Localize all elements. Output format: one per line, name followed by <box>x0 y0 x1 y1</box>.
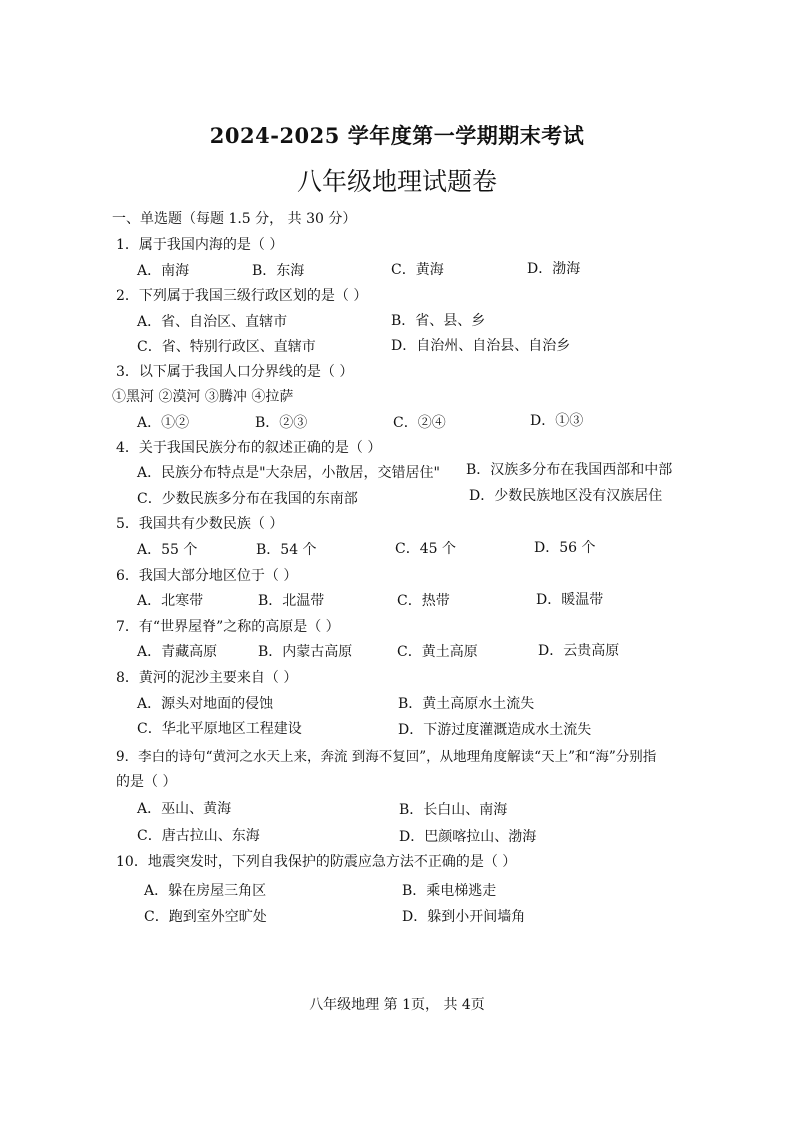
question-6-stem: 6．我国大部分地区位于（ ） <box>116 568 298 584</box>
question-9-option-b: B．长白山、南海 <box>399 802 508 818</box>
question-4-option-d: D．少数民族地区没有汉族居住 <box>469 488 663 504</box>
question-1-option-a: A．南海 <box>137 263 190 279</box>
question-9-option-c: C．唐古拉山、东海 <box>137 828 260 844</box>
page-footer: 八年级地理 第 1页， 共 4页 <box>309 997 485 1013</box>
question-5-option-c: C．45 个 <box>395 541 456 557</box>
question-10-stem: 10．地震突发时，下列自我保护的防震应急方法不正确的是（ ） <box>116 854 517 870</box>
question-6-option-b: B．北温带 <box>258 593 325 609</box>
question-4-option-b: B．汉族多分布在我国西部和中部 <box>466 462 673 478</box>
question-9-option-d: D．巴颜喀拉山、渤海 <box>399 829 537 845</box>
question-3-stem: 3．以下属于我国人口分界线的是（ ） <box>116 364 354 380</box>
question-8-stem: 8．黄河的泥沙主要来自（ ） <box>116 670 298 686</box>
question-6-option-d: D．暖温带 <box>536 592 604 608</box>
question-3-option-a: A．①② <box>137 415 190 431</box>
question-3-option-d: D．①③ <box>530 413 584 429</box>
question-8-option-a: A．源头对地面的侵蚀 <box>137 696 274 712</box>
question-7-stem: 7．有“世界屋脊”之称的高原是（ ） <box>116 619 340 635</box>
question-7-option-b: B．内蒙古高原 <box>258 644 353 660</box>
question-1-option-c: C．黄海 <box>391 262 444 278</box>
question-2-option-d: D．自治州、自治县、自治乡 <box>391 338 571 354</box>
question-1-stem: 1．属于我国内海的是（ ） <box>116 237 284 253</box>
question-3-places: ①黑河 ②漠河 ③腾冲 ④拉萨 <box>112 389 294 405</box>
question-9-stem-continued: 的是（ ） <box>116 774 177 790</box>
question-3-option-b: B．②③ <box>255 415 308 431</box>
question-2-option-c: C．省、特别行政区、直辖市 <box>137 339 316 355</box>
question-2-option-a: A．省、自治区、直辖市 <box>137 314 288 330</box>
question-5-option-a: A．55 个 <box>137 542 198 558</box>
section-heading: 一、单选题（每题 1.5 分， 共 30 分） <box>112 211 357 227</box>
exam-title: 2024-2025 学年度第一学期期末考试 <box>209 123 585 148</box>
question-7-option-c: C．黄土高原 <box>397 644 478 660</box>
question-9-stem: 9．李白的诗句“黄河之水天上来，奔流 到海不复回”，从地理角度解读“天上”和“海”分别指 <box>116 749 657 765</box>
question-10-option-d: D．躲到小开间墙角 <box>402 909 526 925</box>
question-5-option-b: B．54 个 <box>256 542 317 558</box>
question-10-option-c: C．跑到室外空旷处 <box>144 909 267 925</box>
question-10-option-a: A．躲在房屋三角区 <box>144 883 267 899</box>
question-9-option-a: A．巫山、黄海 <box>137 801 232 817</box>
question-10-option-b: B．乘电梯逃走 <box>402 883 497 899</box>
question-8-option-b: B．黄土高原水土流失 <box>398 696 535 712</box>
question-5-option-d: D．56 个 <box>534 540 596 556</box>
question-6-option-a: A．北寒带 <box>137 593 204 609</box>
question-1-option-b: B．东海 <box>252 263 305 279</box>
question-8-option-c: C．华北平原地区工程建设 <box>137 721 302 737</box>
question-2-option-b: B．省、县、乡 <box>391 313 486 329</box>
question-7-option-a: A．青藏高原 <box>137 644 218 660</box>
question-4-stem: 4．关于我国民族分布的叙述正确的是（ ） <box>116 440 382 456</box>
question-7-option-d: D．云贵高原 <box>538 643 620 659</box>
question-4-option-a: A．民族分布特点是"大杂居，小散居，交错居住" <box>137 465 440 481</box>
question-1-option-d: D．渤海 <box>527 261 581 277</box>
exam-subtitle: 八年级地理试题卷 <box>296 167 497 196</box>
question-5-stem: 5．我国共有少数民族（ ） <box>116 516 284 532</box>
question-3-option-c: C．②④ <box>393 415 446 431</box>
question-8-option-d: D．下游过度灌溉造成水土流失 <box>398 722 592 738</box>
question-4-option-c: C．少数民族多分布在我国的东南部 <box>137 491 358 507</box>
question-6-option-c: C．热带 <box>397 593 450 609</box>
question-2-stem: 2．下列属于我国三级行政区划的是（ ） <box>116 288 368 304</box>
